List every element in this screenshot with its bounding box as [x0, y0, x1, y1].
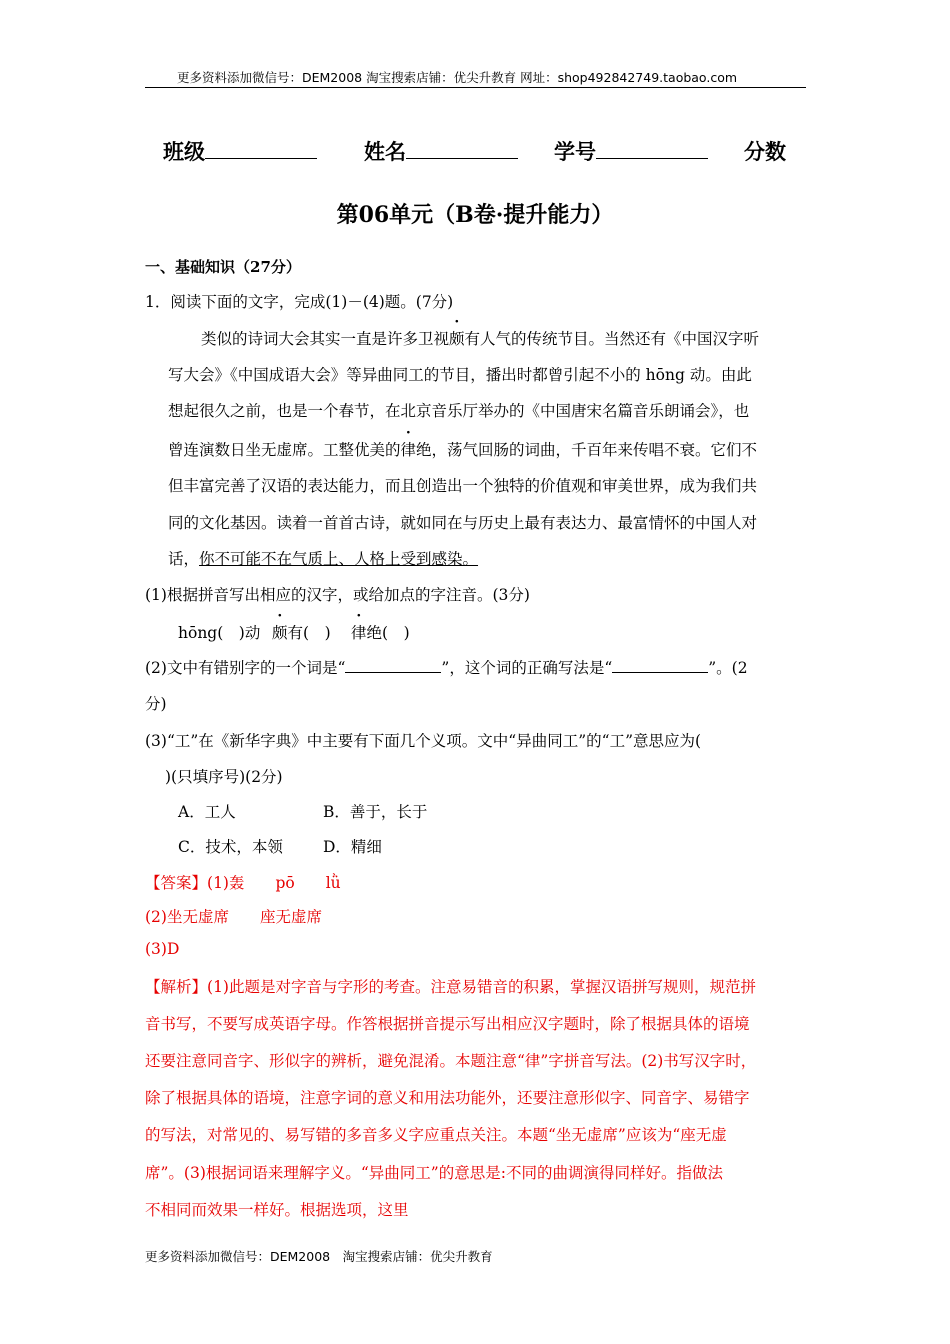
name-field: [364, 136, 518, 166]
answer-line: (2)坐无虚席 座无虚席: [145, 908, 322, 926]
wrong-word-blank[interactable]: [345, 656, 441, 673]
class-field: [163, 136, 317, 166]
sub-question-2-cont: 分): [145, 695, 167, 713]
student-id-field: [554, 136, 708, 166]
passage-line: 但丰富完善了汉语的表达能力，而且创造出一个独特的价值观和审美世界，成为我们共: [168, 477, 758, 495]
analysis-line: 的写法，对常见的、易写错的多音多义字应重点关注。本题“坐无虚席”应该为“座无虚: [145, 1126, 727, 1144]
name-blank[interactable]: [406, 136, 518, 159]
page-footer: 更多资料添加微信号：DEM2008 淘宝搜索店铺：优尖升教育: [145, 1249, 493, 1264]
page-header: 更多资料添加微信号：DEM2008 淘宝搜索店铺：优尖升教育 网址：shop492842749.taobao.com: [177, 70, 738, 85]
pinyin-item: 律绝( ): [351, 624, 410, 642]
student-id-label: 学号: [554, 140, 596, 164]
passage-line: 类似的诗词大会其实一直是许多卫视颇有人气的传统节目。当然还有《中国汉字听: [201, 330, 760, 348]
passage-line: 同的文化基因。读着一首首古诗，就如同在与历史上最有表达力、最富情怀的中国人对: [168, 514, 758, 532]
sub-question-3: (3)“工”在《新华字典》中主要有下面几个义项。文中“异曲同工”的“工”意思应为(: [145, 732, 702, 750]
dotted-char: 颇: [449, 330, 465, 348]
section-heading: 一、基础知识（27分）: [145, 258, 301, 276]
answer-line: (3)D: [145, 940, 180, 958]
answer-line: 【答案】(1)轰 pō lǜ: [145, 874, 341, 892]
score-field: [744, 136, 786, 166]
sub-question-3-cont: )(只填序号)(2分): [165, 768, 283, 786]
student-id-blank[interactable]: [596, 136, 708, 159]
pinyin-item: hōng( )动: [178, 624, 261, 642]
dotted-char: 律: [351, 624, 367, 642]
answer-label: 【答案】: [145, 874, 208, 892]
analysis-line: 席”。(3)根据词语来理解字义。“异曲同工”的意思是:不同的曲调演得同样好。指做法: [145, 1164, 723, 1182]
analysis-line: 音书写，不要写成英语字母。作答根据拼音提示写出相应汉字题时，除了根据具体的语境: [145, 1015, 750, 1033]
sub-question-1: (1)根据拼音写出相应的汉字，或给加点的字注音。(3分): [145, 586, 530, 604]
analysis-line: 还要注意同音字、形似字的辨析，避免混淆。本题注意“律”字拼音写法。(2)书写汉字时，: [145, 1052, 757, 1070]
pinyin-item: 颇有( ): [272, 624, 331, 642]
correct-word-blank[interactable]: [612, 656, 708, 673]
passage-line: 话，你不可能不在气质上、人格上受到感染。: [168, 550, 479, 568]
option-d: D．精细: [323, 838, 382, 856]
option-c: C．技术，本领: [178, 838, 283, 856]
analysis-line: 不相同而效果一样好。根据选项，这里: [145, 1201, 409, 1219]
sub-question-2: (2)文中有错别字的一个词是“ ”，这个词的正确写法是“ ”。(2: [145, 656, 748, 678]
passage-line: 写大会》《中国成语大会》等异曲同工的节目，播出时都曾引起不小的 hōng 动。由此: [168, 366, 752, 384]
header-divider: [145, 87, 806, 88]
analysis-line: 除了根据具体的语境，注意字词的意义和用法功能外，还要注意形似字、同音字、易错字: [145, 1089, 750, 1107]
page-title: 第06单元（B卷·提升能力）: [336, 202, 614, 228]
analysis-line: 【解析】(1)此题是对字音与字形的考查。注意易错音的积累，掌握汉语拼写规则，规范拼: [145, 978, 756, 996]
dotted-char: 律: [400, 441, 417, 459]
analysis-label: 【解析】: [145, 978, 208, 996]
option-a: A．工人: [178, 803, 236, 821]
passage-line: 想起很久之前，也是一个春节，在北京音乐厅举办的《中国唐宋名篇音乐朗诵会》，也: [168, 402, 750, 420]
name-label: 姓名: [364, 140, 406, 164]
underlined-sentence: 你不可能不在气质上、人格上受到感染。: [199, 550, 479, 568]
question-1-stem: 1．阅读下面的文字，完成(1)－(4)题。(7分): [145, 293, 454, 311]
class-label: 班级: [163, 140, 205, 164]
dotted-char: 颇: [272, 624, 288, 642]
score-label: 分数: [744, 140, 786, 164]
class-blank[interactable]: [205, 136, 317, 159]
passage-line: 曾连演数日坐无虚席。工整优美的律绝，荡气回肠的词曲，千百年来传唱不衰。它们不: [168, 441, 758, 459]
option-b: B．善于，长于: [323, 803, 428, 821]
